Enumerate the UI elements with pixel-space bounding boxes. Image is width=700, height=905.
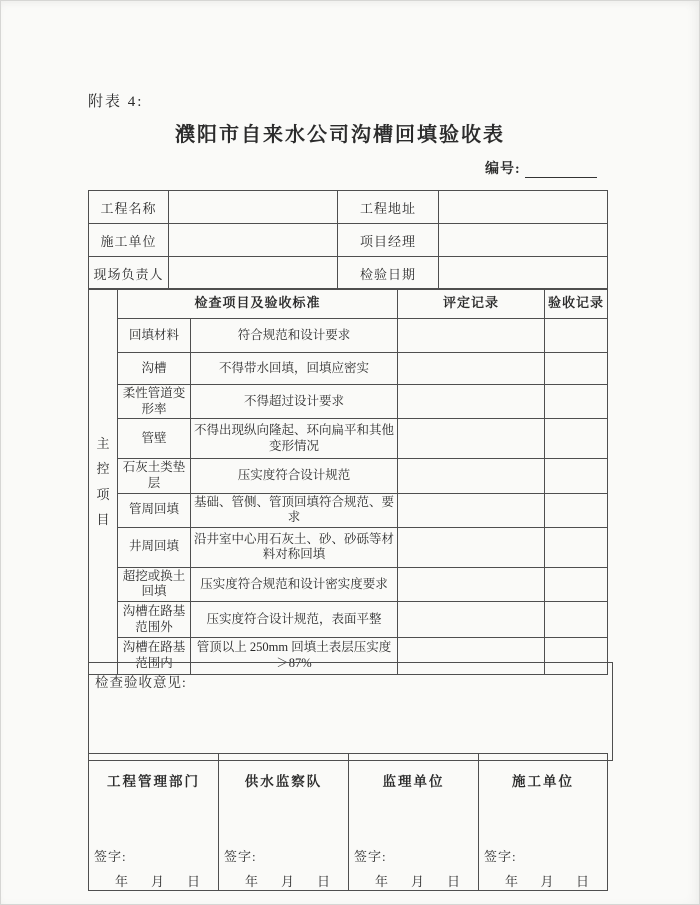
signature-block-water-supply-inspection: [219, 754, 349, 891]
item-standard: 压实度符合规范和设计密实度要求: [191, 567, 398, 601]
item-name: 回填材料: [118, 319, 191, 353]
inspection-date-label: 检验日期: [338, 257, 439, 290]
header-assessment-record: 评定记录: [398, 289, 545, 319]
inspection-date-value: [439, 257, 608, 290]
review-opinions-box: [88, 662, 613, 761]
date-line: [219, 865, 348, 890]
item-standard: 基础、管侧、管顶回填符合规范、要求: [191, 493, 398, 527]
assessment-cell: [398, 353, 545, 385]
item-standard: 不得出现纵向隆起、环向扁平和其他变形情况: [191, 419, 398, 459]
header-acceptance-record: 验收记录: [545, 289, 608, 319]
year-label: 年: [375, 874, 389, 889]
acceptance-cell: [545, 602, 608, 638]
item-name: 井周回填: [118, 527, 191, 567]
assessment-cell: [398, 459, 545, 493]
checklist-row: [89, 527, 608, 567]
item-name: 石灰土类垫层: [118, 459, 191, 493]
item-standard: 不得超过设计要求: [191, 385, 398, 419]
assessment-cell: [398, 567, 545, 601]
serial-label: 编号:: [485, 162, 521, 177]
date-line: [89, 865, 218, 890]
assessment-cell: [398, 602, 545, 638]
item-name: 管壁: [118, 419, 191, 459]
project-manager-value: [439, 224, 608, 257]
item-standard: 压实度符合设计规范，表面平整: [191, 602, 398, 638]
sign-label: 签字:: [484, 849, 517, 864]
project-address-label: 工程地址: [338, 191, 439, 224]
site-supervisor-value: [169, 257, 338, 290]
month-label: 月: [280, 874, 294, 889]
info-row-project-name: [89, 191, 608, 224]
sign-label: 签字:: [354, 849, 387, 864]
item-standard: 压实度符合设计规范: [191, 459, 398, 493]
assessment-cell: [398, 319, 545, 353]
checklist-row: [89, 567, 608, 601]
day-label: 日: [316, 874, 330, 889]
day-label: 日: [575, 874, 589, 889]
checklist-row: [89, 602, 608, 638]
project-name-value: [169, 191, 338, 224]
signature-table: [88, 753, 608, 891]
info-row-construction-unit: [89, 224, 608, 257]
signature-block-title: 施工单位: [512, 774, 574, 789]
year-label: 年: [245, 874, 259, 889]
construction-unit-label: 施工单位: [89, 224, 169, 257]
project-address-value: [439, 191, 608, 224]
item-name: 沟槽在路基范围内: [118, 638, 191, 675]
item-name: 超挖或换土回填: [118, 567, 191, 601]
signature-block-title: 监理单位: [382, 774, 445, 789]
item-standard: 管顶以上 250mm 回填土表层压实度＞87%: [191, 638, 398, 675]
acceptance-cell: [545, 353, 608, 385]
acceptance-cell: [545, 419, 608, 459]
checklist-row: [89, 353, 608, 385]
sign-label: 签字:: [224, 849, 257, 864]
assessment-cell: [398, 527, 545, 567]
assessment-cell: [398, 493, 545, 527]
day-label: 日: [186, 874, 200, 889]
site-supervisor-label: 现场负责人: [89, 257, 169, 290]
month-label: 月: [150, 874, 164, 889]
item-name: 管周回填: [118, 493, 191, 527]
signature-block-supervision-unit: [349, 754, 479, 891]
checklist-row: [89, 319, 608, 353]
form-title: 濮阳市自来水公司沟槽回填验收表: [175, 124, 505, 146]
checklist-row: [89, 385, 608, 419]
signature-block-title: 供水监察队: [244, 774, 323, 789]
acceptance-cell: [545, 319, 608, 353]
acceptance-cell: [545, 493, 608, 527]
item-name: 沟槽: [118, 353, 191, 385]
appendix-label: 附表 4:: [88, 94, 144, 110]
project-info-table: [88, 190, 608, 290]
serial-blank-line: [525, 163, 597, 178]
signature-block-title: 工程管理部门: [107, 774, 200, 789]
acceptance-cell: [545, 459, 608, 493]
signature-block-construction-unit: [479, 754, 608, 891]
category-label-main-control-items: 主控项目: [96, 435, 110, 527]
date-line: [349, 865, 478, 890]
checklist-row: [89, 459, 608, 493]
project-name-label: 工程名称: [89, 191, 169, 224]
day-label: 日: [446, 874, 460, 889]
item-name: 柔性管道变形率: [118, 385, 191, 419]
header-items-standards: 检查项目及验收标准: [118, 289, 398, 319]
checklist-table: [88, 288, 608, 675]
sign-label: 签字:: [94, 849, 127, 864]
item-standard: 符合规范和设计要求: [191, 319, 398, 353]
checklist-row: [89, 419, 608, 459]
review-opinions-label: 检查验收意见:: [95, 675, 187, 690]
month-label: 月: [540, 874, 554, 889]
construction-unit-value: [169, 224, 338, 257]
acceptance-cell: [545, 527, 608, 567]
item-standard: 沿井室中心用石灰土、砂、砂砾等材料对称回填: [191, 527, 398, 567]
month-label: 月: [410, 874, 424, 889]
serial-number-row: [485, 158, 597, 178]
acceptance-cell: [545, 567, 608, 601]
category-cell: [89, 289, 118, 675]
item-name: 沟槽在路基范围外: [118, 602, 191, 638]
info-row-site-supervisor: [89, 257, 608, 290]
acceptance-cell: [545, 385, 608, 419]
assessment-cell: [398, 419, 545, 459]
year-label: 年: [505, 874, 519, 889]
assessment-cell: [398, 385, 545, 419]
year-label: 年: [115, 874, 129, 889]
checklist-row: [89, 493, 608, 527]
signature-block-engineering-management: [89, 754, 219, 891]
item-standard: 不得带水回填，回填应密实: [191, 353, 398, 385]
checklist-header-row: [89, 289, 608, 319]
project-manager-label: 项目经理: [338, 224, 439, 257]
date-line: [479, 865, 607, 890]
